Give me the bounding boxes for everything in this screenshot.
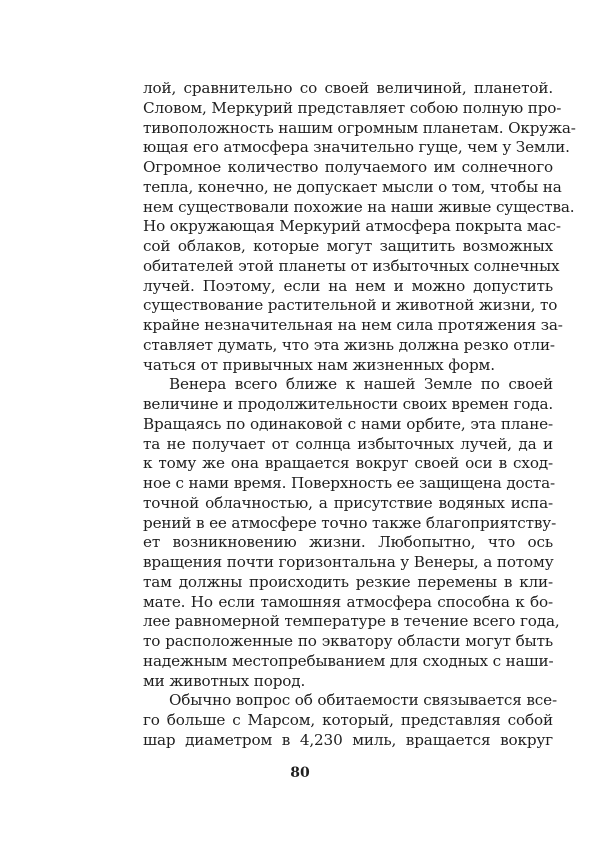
text-line: та не получает от солнца избыточных лучей, да и <box>143 434 553 453</box>
text-line: ющая его атмосфера значительно гуще, чем у Земли. <box>143 138 570 157</box>
text-line: нем существовали похожие на наши живые существа. <box>143 197 575 216</box>
text-line: точной облачностью, а присутствие водяных испа- <box>143 493 553 512</box>
text-line: рений в ее атмосфере точно также благоприятству- <box>143 513 557 532</box>
text-line: ет возникновению жизни. Любопытно, что ось <box>143 533 553 552</box>
paragraph-mercury <box>143 79 576 375</box>
text-line: лее равномерной температуре в течение всего года, <box>143 612 560 631</box>
text-line: Венера всего ближе к нашей Земле по своей <box>169 375 553 394</box>
text-line: к тому же она вращается вокруг своей оси в сход- <box>143 454 553 473</box>
text-line: лучей. Поэтому, если на нем и можно допустить <box>143 276 553 295</box>
text-line: лой, сравнительно со своей величиной, планетой. <box>143 79 553 97</box>
text-line: го больше с Марсом, который, представляя собой <box>143 711 553 729</box>
text-line: Словом, Меркурий представляет собою полную про- <box>143 98 562 117</box>
body-text <box>143 79 576 751</box>
text-line: надежным местопребыванием для сходных с наши- <box>143 651 554 670</box>
text-line: шар диаметром в 4,230 миль, вращается вокруг <box>143 730 553 749</box>
text-line: величине и продолжительности своих времен года. <box>143 395 554 413</box>
text-line: существование растительной и животной жизни, то <box>143 296 558 315</box>
text-line: вращения почти горизонтальна у Венеры, а потому <box>143 553 554 571</box>
text-line: чаться от привычных нам жизненных форм. <box>143 355 495 374</box>
paragraph-mars <box>143 691 557 750</box>
paragraph-venus <box>143 375 560 691</box>
text-line: то расположенные по экватору области могут быть <box>143 632 553 650</box>
text-line: мате. Но если тамошняя атмосфера способна к бо- <box>143 592 553 611</box>
text-line: Огромное количество получаемого им солнечного <box>143 158 553 176</box>
text-line: тивоположность нашим огромным планетам. Окружа- <box>143 118 576 137</box>
text-line: там должны происходить резкие перемены в кли- <box>143 572 553 591</box>
text-line: ное с нами время. Поверхность ее защищена доста- <box>143 474 556 492</box>
page-number: 80 <box>290 765 310 781</box>
text-line: ми животных пород. <box>143 671 306 690</box>
text-line: Но окружающая Меркурий атмосфера покрыта мас- <box>143 217 561 236</box>
text-line: ставляет думать, что эта жизнь должна резко отли- <box>143 335 555 354</box>
text-line: Обычно вопрос об обитаемости связывается все- <box>169 691 557 710</box>
text-line: обитателей этой планеты от избыточных солнечных <box>143 256 560 275</box>
text-line: тепла, конечно, не допускает мысли о том, чтобы на <box>143 177 562 196</box>
text-line: сой облаков, которые могут защитить возможных <box>143 237 553 255</box>
text-line: Вращаясь по одинаковой с нами орбите, эта плане- <box>143 414 553 433</box>
text-line: крайне незначительная на нем сила протяжения за- <box>143 316 563 334</box>
